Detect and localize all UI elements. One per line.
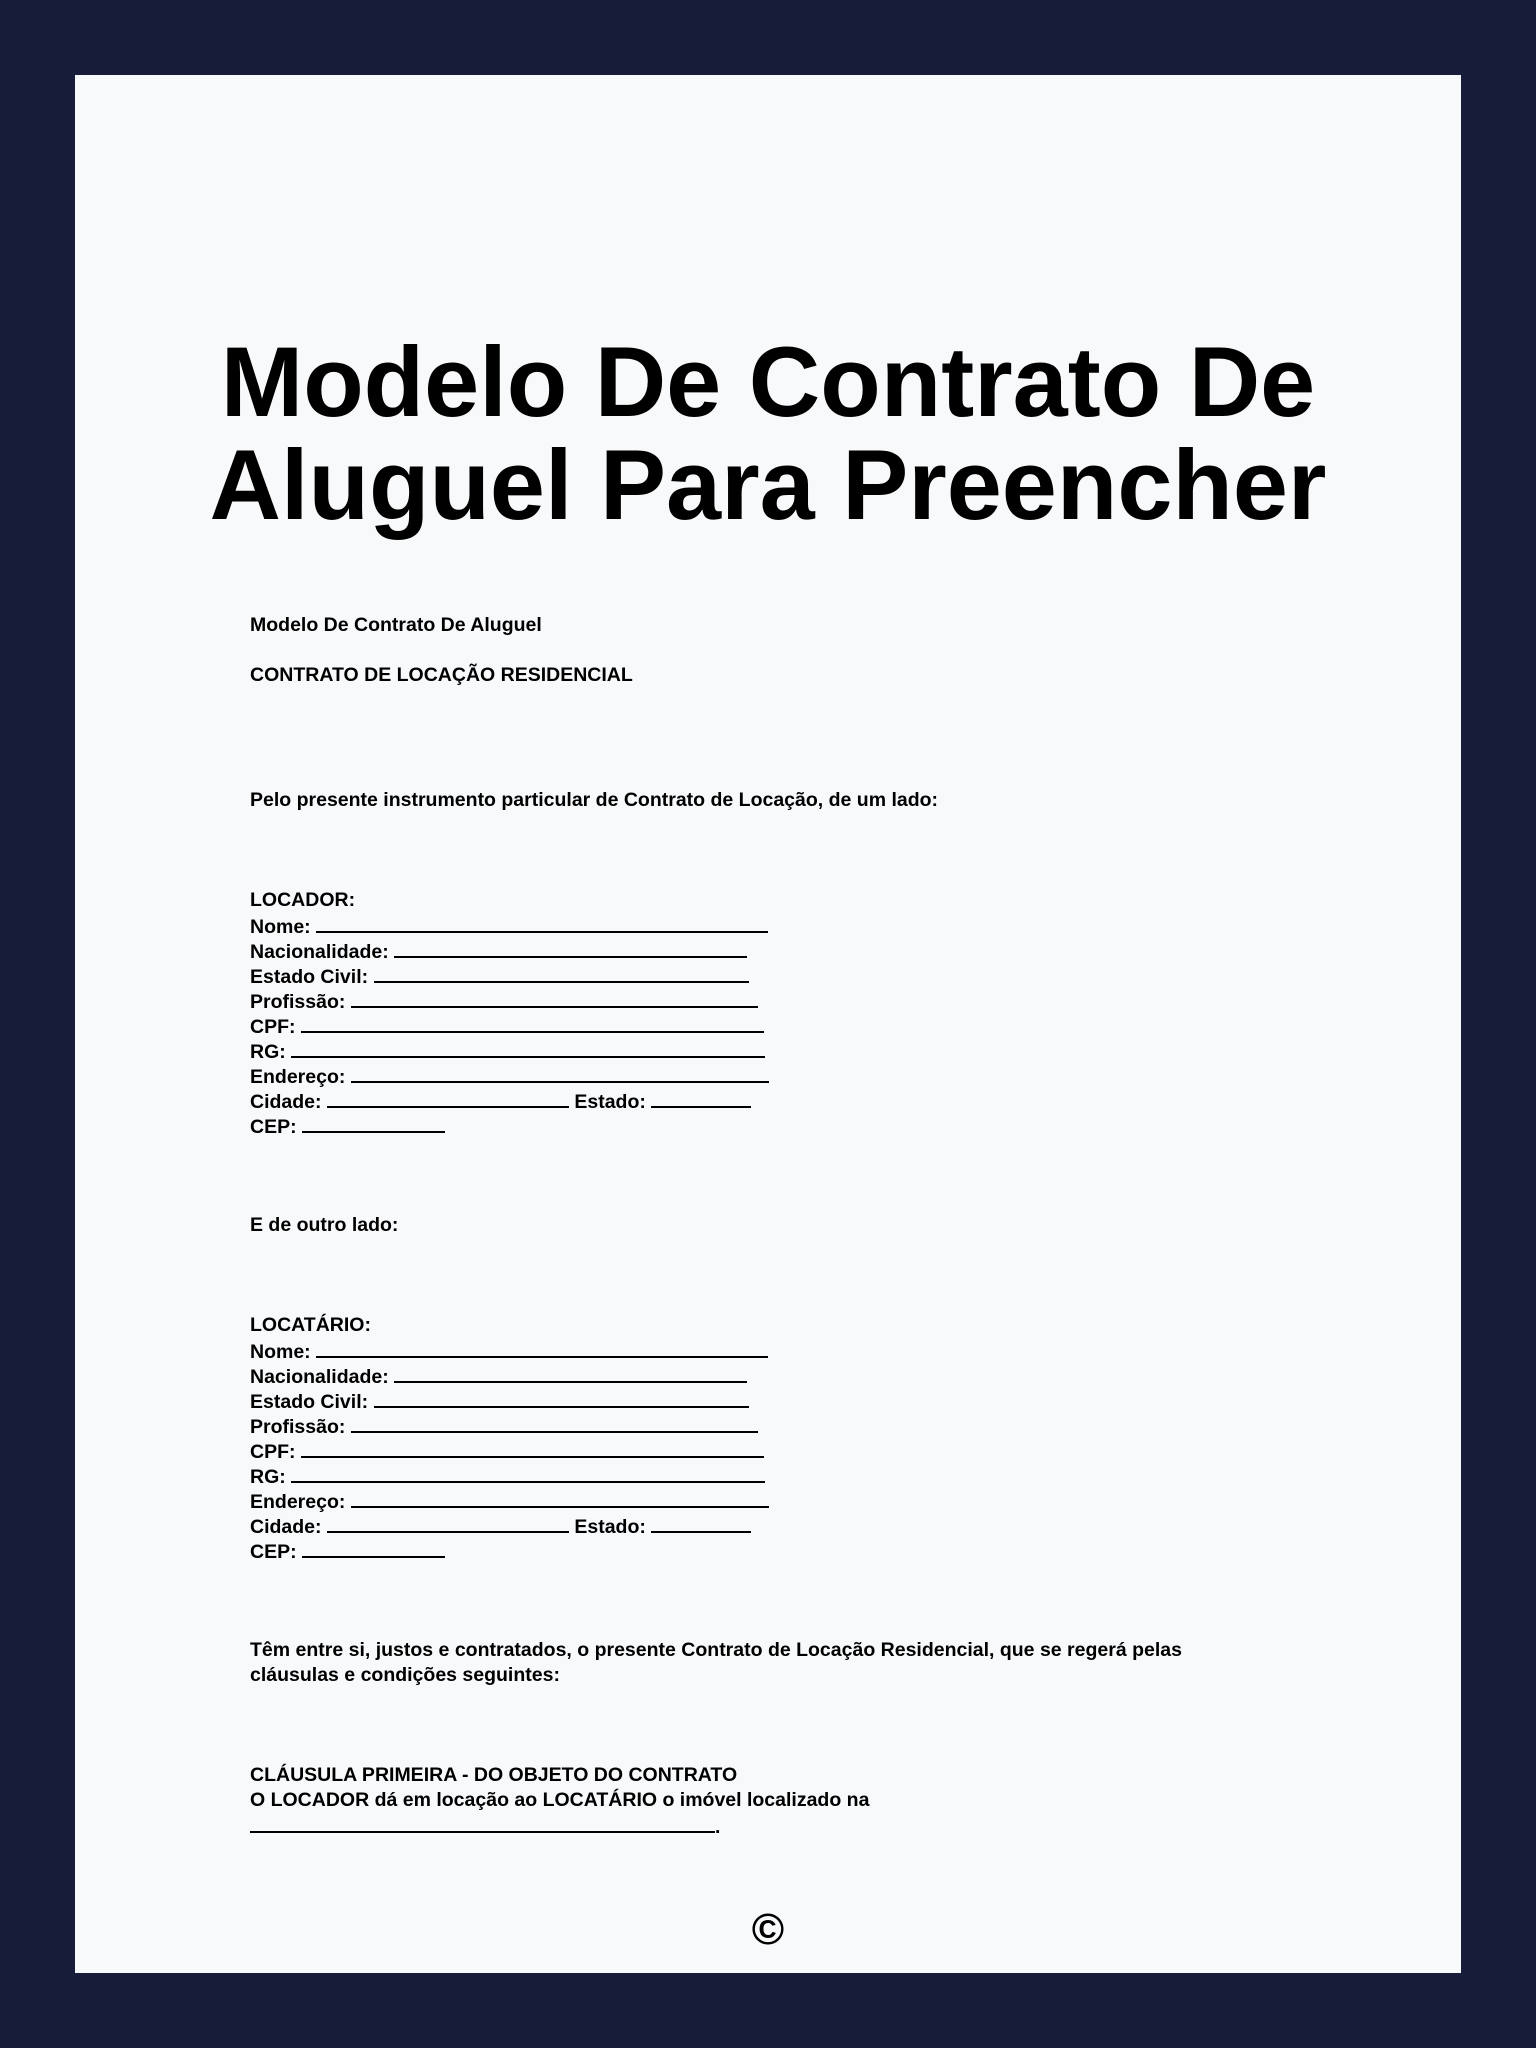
agreement-line-2: cláusulas e condições seguintes: — [250, 1664, 560, 1686]
title-line-1: Modelo De Contrato De — [220, 326, 1316, 437]
locador-endereco-field[interactable] — [250, 1063, 769, 1090]
fill-blank[interactable] — [394, 1363, 747, 1383]
field-label: CEP: — [250, 1116, 297, 1138]
fill-blank[interactable] — [351, 988, 758, 1008]
locador-nacionalidade-field[interactable] — [250, 938, 747, 965]
fill-blank[interactable] — [351, 1413, 758, 1433]
locatario-profissao-field[interactable] — [250, 1413, 758, 1440]
locatario-estado-civil-field[interactable] — [250, 1388, 749, 1415]
locatario-heading: LOCATÁRIO: — [250, 1314, 371, 1336]
locatario-cpf-field[interactable] — [250, 1438, 764, 1465]
copyright-icon: © — [751, 1905, 785, 1954]
field-label: Nome: — [250, 916, 311, 938]
doc-heading: Modelo De Contrato De Aluguel — [250, 614, 542, 636]
field-label: Nacionalidade: — [250, 941, 389, 963]
fill-blank[interactable] — [301, 1013, 764, 1033]
field-label: Endereço: — [250, 1491, 346, 1513]
fill-blank[interactable] — [291, 1038, 765, 1058]
locatario-cidade-estado-field[interactable] — [250, 1513, 751, 1540]
contract-type-heading: CONTRATO DE LOCAÇÃO RESIDENCIAL — [250, 664, 633, 686]
fill-blank[interactable] — [316, 913, 768, 933]
field-label: Estado: — [574, 1516, 646, 1538]
field-label: CPF: — [250, 1016, 296, 1038]
locador-cpf-field[interactable] — [250, 1013, 764, 1040]
clause1-text: O LOCADOR dá em locação ao LOCATÁRIO o imóvel localizado na — [250, 1789, 870, 1811]
locatario-rg-field[interactable] — [250, 1463, 765, 1490]
fill-blank[interactable] — [327, 1088, 569, 1108]
period: . — [715, 1816, 721, 1838]
field-label: RG: — [250, 1466, 286, 1488]
agreement-line-1: Têm entre si, justos e contratados, o presente Contrato de Locação Residencial, que se regerá pelas — [250, 1639, 1182, 1661]
field-label: CPF: — [250, 1441, 296, 1463]
fill-blank[interactable] — [351, 1063, 769, 1083]
field-label: Estado Civil: — [250, 1391, 369, 1413]
fill-blank[interactable] — [351, 1488, 769, 1508]
field-label: Endereço: — [250, 1066, 346, 1088]
field-label: Nacionalidade: — [250, 1366, 389, 1388]
locador-heading: LOCADOR: — [250, 889, 356, 911]
fill-blank[interactable] — [374, 963, 749, 983]
fill-blank[interactable] — [250, 1813, 715, 1833]
other-side-text: E de outro lado: — [250, 1214, 399, 1236]
fill-blank[interactable] — [327, 1513, 569, 1533]
fill-blank[interactable] — [291, 1463, 765, 1483]
locatario-nacionalidade-field[interactable] — [250, 1363, 747, 1390]
locador-cidade-estado-field[interactable] — [250, 1088, 751, 1115]
document-page — [75, 75, 1461, 1973]
clause1-address-field[interactable] — [250, 1813, 720, 1840]
field-label: Profissão: — [250, 991, 346, 1013]
title-line-2: Aluguel Para Preencher — [209, 429, 1327, 540]
fill-blank[interactable] — [316, 1338, 768, 1358]
locatario-cep-field[interactable] — [250, 1538, 445, 1565]
locador-rg-field[interactable] — [250, 1038, 765, 1065]
field-label: CEP: — [250, 1541, 297, 1563]
locador-profissao-field[interactable] — [250, 988, 758, 1015]
locador-estado-civil-field[interactable] — [250, 963, 749, 990]
field-label: RG: — [250, 1041, 286, 1063]
locatario-endereco-field[interactable] — [250, 1488, 769, 1515]
page-title — [75, 326, 1461, 540]
locatario-nome-field[interactable] — [250, 1338, 768, 1365]
field-label: Estado Civil: — [250, 966, 369, 988]
fill-blank[interactable] — [394, 938, 747, 958]
fill-blank[interactable] — [374, 1388, 749, 1408]
field-label: Nome: — [250, 1341, 311, 1363]
field-label: Cidade: — [250, 1091, 322, 1113]
locador-nome-field[interactable] — [250, 913, 768, 940]
field-label: Profissão: — [250, 1416, 346, 1438]
field-label: Cidade: — [250, 1516, 322, 1538]
fill-blank[interactable] — [302, 1538, 445, 1558]
fill-blank[interactable] — [651, 1088, 751, 1108]
fill-blank[interactable] — [302, 1113, 445, 1133]
field-label: Estado: — [574, 1091, 646, 1113]
fill-blank[interactable] — [301, 1438, 764, 1458]
locador-cep-field[interactable] — [250, 1113, 445, 1140]
fill-blank[interactable] — [651, 1513, 751, 1533]
clause1-heading: CLÁUSULA PRIMEIRA - DO OBJETO DO CONTRATO — [250, 1764, 738, 1786]
intro-paragraph: Pelo presente instrumento particular de Contrato de Locação, de um lado: — [250, 789, 939, 811]
